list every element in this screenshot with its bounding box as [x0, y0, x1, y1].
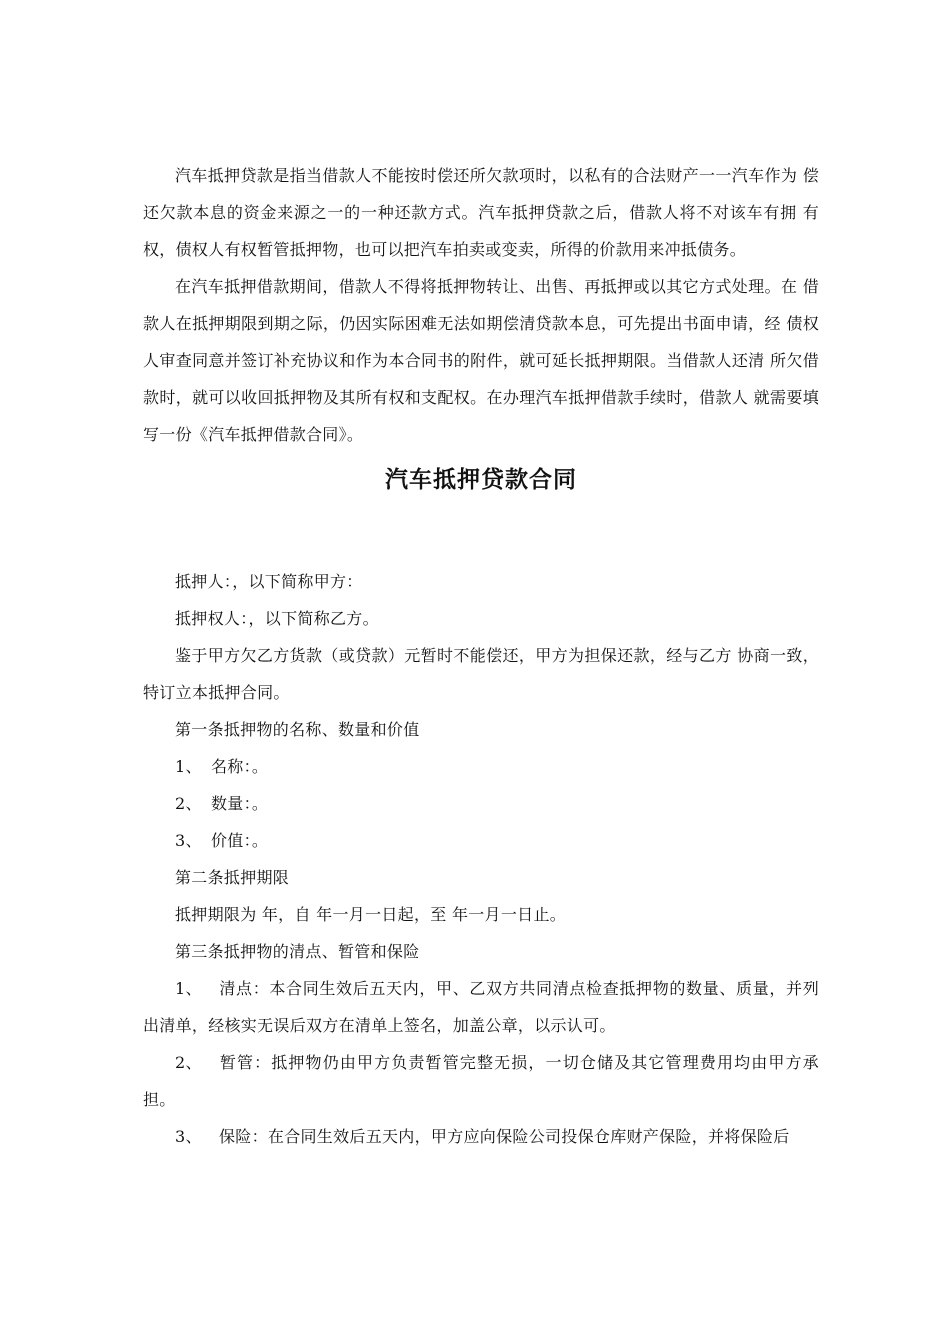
item-number: 1、 [175, 979, 202, 998]
item-text: 清点：本合同生效后五天内，甲、乙双方共同清点检查抵押物的数量、质量，并列 出清单，经核实无误后双方在清单上签名，加盖公章，以示认可。 [143, 979, 819, 1035]
item-text: 价值：。 [211, 831, 269, 850]
item-text: 数量：。 [211, 794, 269, 813]
contract-title: 汽车抵押贷款合同 [385, 467, 577, 493]
mortgagee-line: 抵押权人：，以下简称乙方。 [175, 609, 379, 628]
intro-paragraph-2: 在汽车抵押借款期间，借款人不得将抵押物转让、出售、再抵押或以其它方式处理。在 借款人在抵押期限到期之际，仍因实际困难无法如期偿清贷款本息，可先提出书面申请，经 债权人审查同意并签订补充协议和作为本合同书的附件，就可延长抵押期限。当借款人还清 所欠借款时，就可以收回抵押物及其所有权和支配权。在办理汽车抵押借款手续时，借款人 就需要填写一份《汽车抵押借款合同》。 [143, 277, 819, 444]
document-body [143, 157, 819, 1155]
item-text: 名称：。 [211, 757, 269, 776]
item-number: 1、 [175, 757, 202, 776]
article-3-item-2 [143, 1044, 819, 1118]
article-2-text: 抵押期限为 年，自 年一月一日起，至 年一月一日止。 [175, 905, 567, 924]
intro-paragraph-1: 汽车抵押贷款是指当借款人不能按时偿还所欠款项时，以私有的合法财产一一汽车作为 偿还欠款本息的资金来源之一的一种还款方式。汽车抵押贷款之后，借款人将不对该车有拥 有权，债权人有权暂管抵押物，也可以把汽车拍卖或变卖，所得的价款用来冲抵债务。 [143, 166, 819, 259]
item-number: 3、 [175, 1127, 202, 1146]
article-1-item-2 [143, 785, 819, 822]
item-text: 保险：在合同生效后五天内，甲方应向保险公司投保仓库财产保险，并将保险后 [219, 1127, 790, 1146]
article-1-item-1 [143, 748, 819, 785]
article-3-item-3 [143, 1118, 819, 1155]
contract-body [143, 563, 819, 1155]
item-text: 暂管：抵押物仍由甲方负责暂管完整无损，一切仓储及其它管理费用均由甲方承担。 [143, 1053, 819, 1109]
item-number: 3、 [175, 831, 202, 850]
mortgagor-line: 抵押人：，以下简称甲方： [175, 572, 363, 591]
article-2-heading: 第二条抵押期限 [175, 868, 290, 887]
preamble-paragraph: 鉴于甲方欠乙方货款（或贷款）元暂时不能偿还，甲方为担保还款，经与乙方 协商一致，特订立本抵押合同。 [143, 646, 819, 702]
article-1-item-3 [143, 822, 819, 859]
article-3-heading: 第三条抵押物的清点、暂管和保险 [175, 942, 420, 961]
article-1-heading: 第一条抵押物的名称、数量和价值 [175, 720, 420, 739]
item-number: 2、 [175, 1053, 202, 1072]
article-3-item-1 [143, 970, 819, 1044]
item-number: 2、 [175, 794, 202, 813]
